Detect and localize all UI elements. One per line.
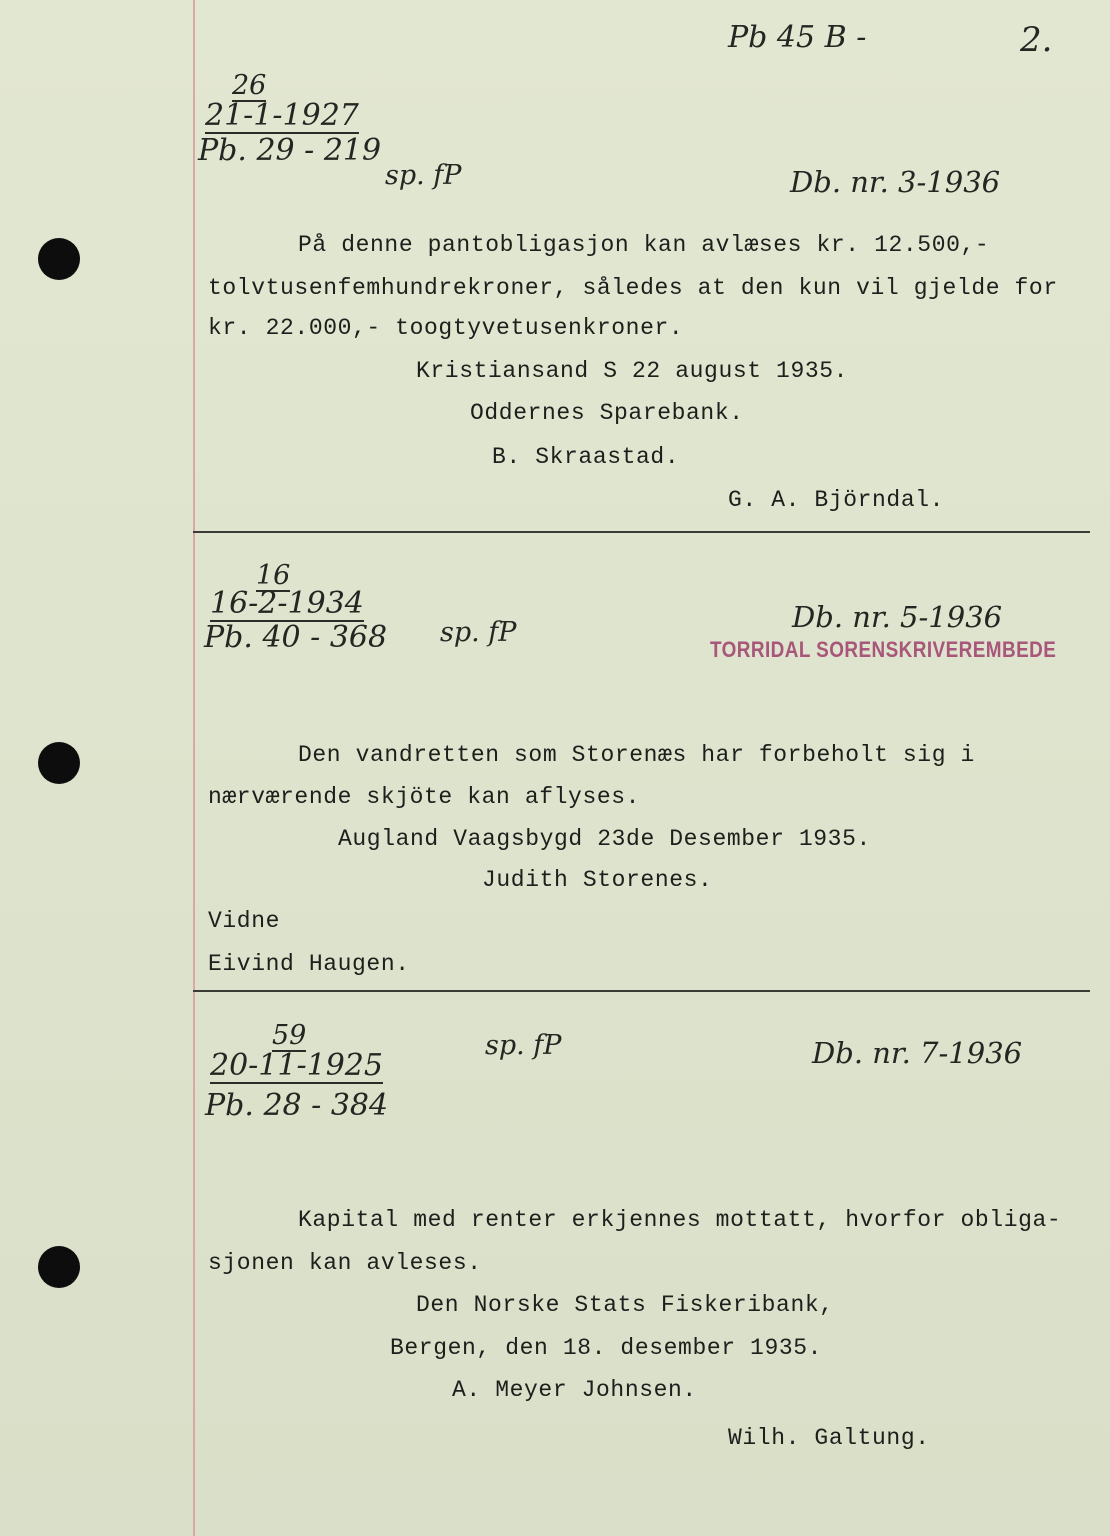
sp-note: sp. fP bbox=[440, 617, 517, 648]
case-number: 59 bbox=[272, 1020, 307, 1051]
archive-ref: Pb 45 B - bbox=[728, 20, 867, 55]
page-number: 2. bbox=[1020, 20, 1053, 60]
margin-line bbox=[193, 0, 195, 1536]
case-ref: Pb. 29 - 219 bbox=[198, 133, 382, 168]
text-line: A. Meyer Johnsen. bbox=[452, 1377, 697, 1403]
text-line: Kapital med renter erkjennes mottatt, hvorfor obliga- bbox=[298, 1207, 1062, 1233]
case-date: 21-1-1927 bbox=[205, 98, 359, 133]
db-ref: Db. nr. 7-1936 bbox=[812, 1036, 1023, 1070]
case-ref: Pb. 40 - 368 bbox=[204, 620, 388, 655]
section-divider bbox=[193, 531, 1090, 533]
db-ref: Db. nr. 5-1936 bbox=[792, 600, 1003, 634]
text-line: Den vandretten som Storenæs har forbeholt sig i bbox=[298, 742, 975, 768]
text-line: På denne pantobligasjon kan avlæses kr. 12.500,- bbox=[298, 232, 990, 258]
text-line: Vidne bbox=[208, 908, 281, 934]
punch-hole bbox=[38, 238, 80, 280]
court-stamp: TORRIDAL SORENSKRIVEREMBEDE bbox=[710, 637, 1057, 662]
text-line: Den Norske Stats Fiskeribank, bbox=[416, 1292, 834, 1318]
text-line: Augland Vaagsbygd 23de Desember 1935. bbox=[338, 826, 871, 852]
text-line: Eivind Haugen. bbox=[208, 951, 410, 977]
case-number: 26 bbox=[232, 70, 267, 101]
punch-hole bbox=[38, 1246, 80, 1288]
sp-note: sp. fP bbox=[385, 160, 462, 191]
case-ref: Pb. 28 - 384 bbox=[205, 1088, 389, 1123]
text-line: Wilh. Galtung. bbox=[728, 1425, 930, 1451]
text-line: kr. 22.000,- toogtyvetusenkroner. bbox=[208, 315, 684, 341]
text-line: tolvtusenfemhundrekroner, således at den kun vil gjelde for bbox=[208, 275, 1058, 301]
punch-hole bbox=[38, 742, 80, 784]
case-number: 16 bbox=[256, 560, 291, 591]
case-date: 16-2-1934 bbox=[210, 586, 364, 621]
text-line: Kristiansand S 22 august 1935. bbox=[416, 358, 849, 384]
db-ref: Db. nr. 3-1936 bbox=[790, 165, 1001, 199]
case-date: 20-11-1925 bbox=[210, 1048, 383, 1083]
text-line: Oddernes Sparebank. bbox=[470, 400, 744, 426]
text-line: sjonen kan avleses. bbox=[208, 1250, 482, 1276]
text-line: G. A. Björndal. bbox=[728, 487, 945, 513]
text-line: Bergen, den 18. desember 1935. bbox=[390, 1335, 823, 1361]
sp-note: sp. fP bbox=[485, 1030, 562, 1061]
text-line: nærværende skjöte kan aflyses. bbox=[208, 784, 641, 810]
section-divider bbox=[193, 990, 1090, 992]
text-line: B. Skraastad. bbox=[492, 444, 680, 470]
text-line: Judith Storenes. bbox=[482, 867, 713, 893]
